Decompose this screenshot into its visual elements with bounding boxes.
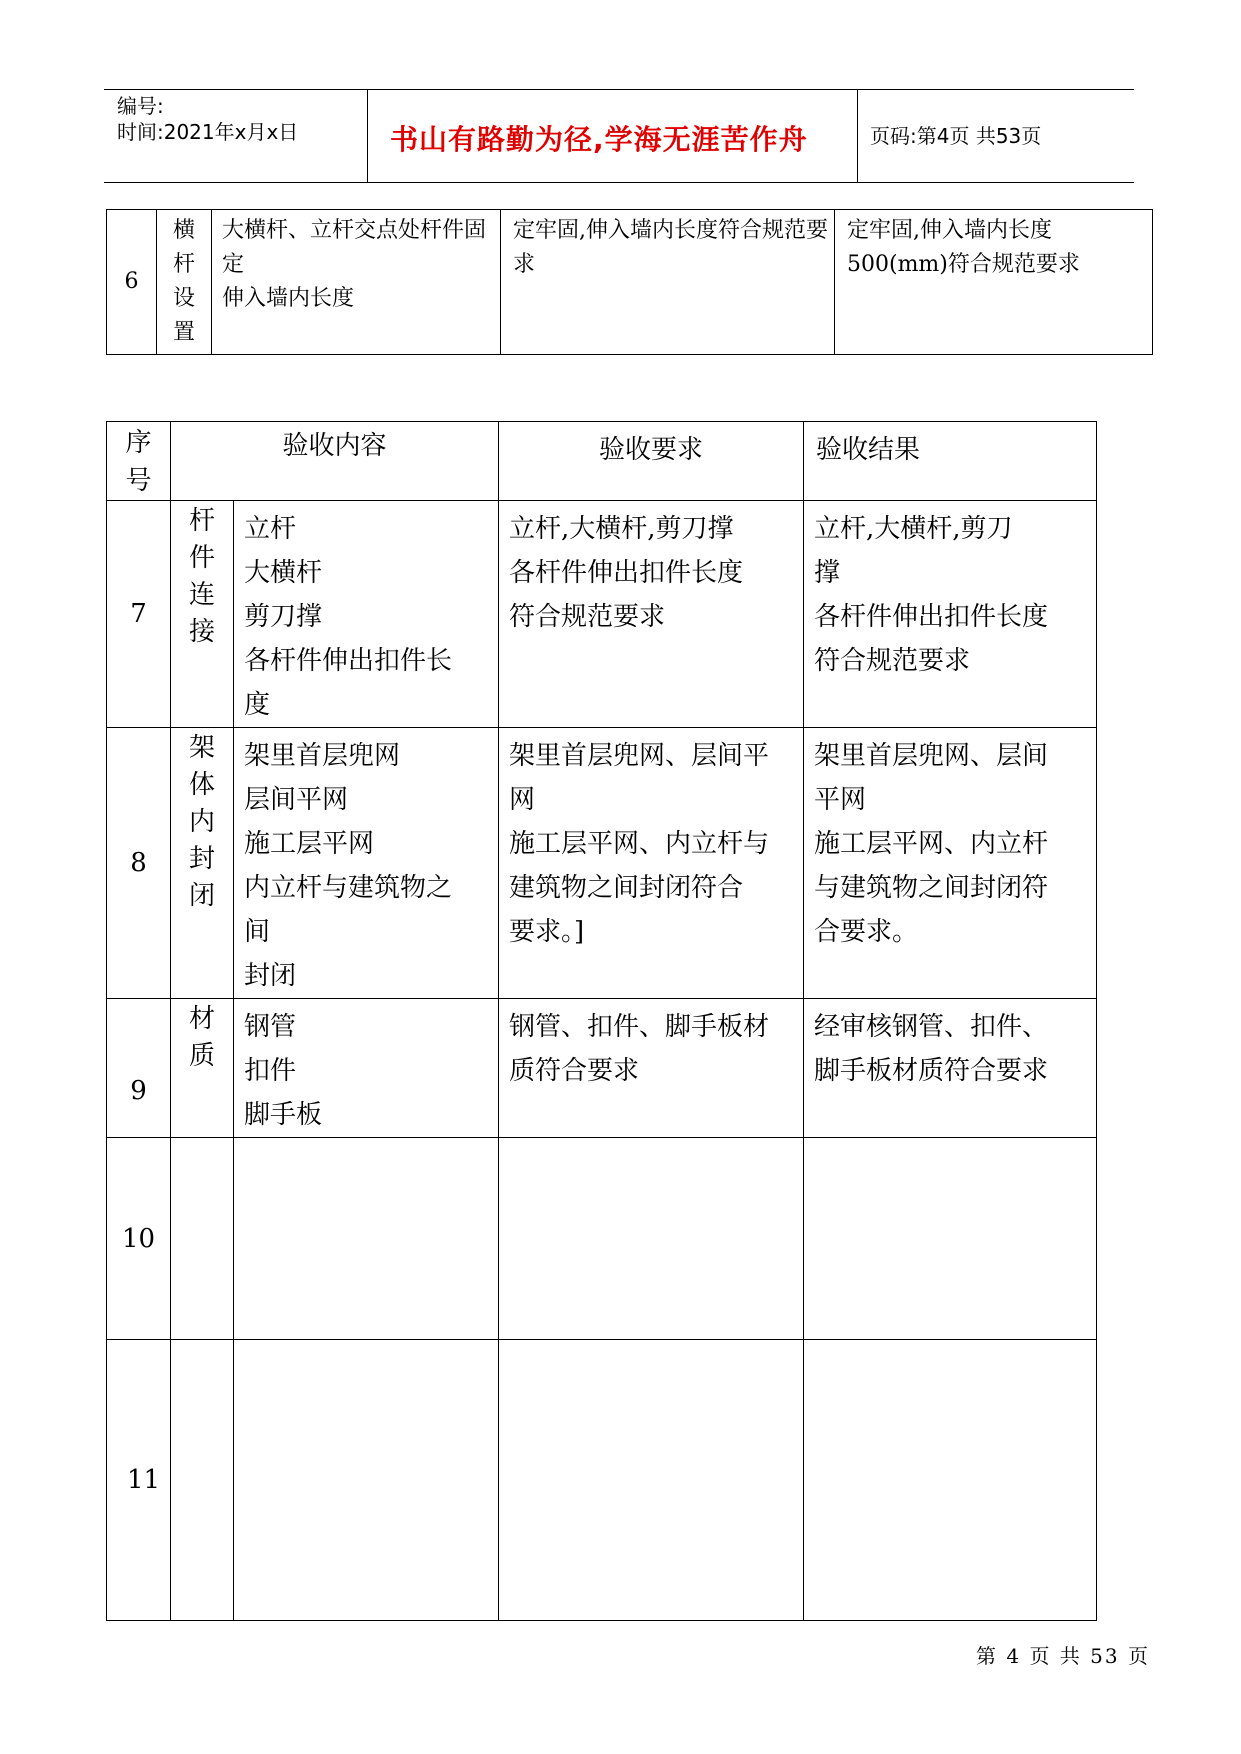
table-row [107,501,1097,728]
row-number: 6 [107,210,157,355]
row-result [804,1340,1097,1621]
header-divider-left [367,89,368,182]
table-row [107,1138,1097,1340]
row-requirement: 架里首层兜网、层间平 网 施工层平网、内立杆与 建筑物之间封闭符合 要求。] [499,728,804,999]
row-number: 11 [107,1340,171,1621]
row-requirement: 立杆,大横杆,剪刀撑 各杆件伸出扣件长度 符合规范要求 [499,501,804,728]
table-row [107,999,1097,1138]
table-top [106,209,1153,355]
row-requirement: 钢管、扣件、脚手板材 质符合要求 [499,999,804,1138]
header-content: 验收内容 [171,422,499,501]
row-content: 钢管 扣件 脚手板 [234,999,499,1138]
header-top-rule [104,89,1134,90]
header-divider-right [857,89,858,182]
table-row [107,210,1153,355]
table-row [107,1340,1097,1621]
row-category: 材 质 [171,999,234,1138]
row-content: 架里首层兜网 层间平网 施工层平网 内立杆与建筑物之 间 封闭 [234,728,499,999]
row-category [171,1138,234,1340]
time-label: 时间:2021年x月x日 [117,120,299,144]
row-content: 立杆 大横杆 剪刀撑 各杆件伸出扣件长 度 [234,501,499,728]
row-category: 杆 件 连 接 [171,501,234,728]
row-result [804,1138,1097,1340]
row-number: 10 [107,1138,171,1340]
row-result: 架里首层兜网、层间 平网 施工层平网、内立杆 与建筑物之间封闭符 合要求。 [804,728,1097,999]
serial-label: 编号: [117,94,164,118]
row-requirement [499,1340,804,1621]
row-category [171,1340,234,1621]
row-number: 9 [107,999,171,1138]
row-result: 经审核钢管、扣件、 脚手板材质符合要求 [804,999,1097,1138]
header-bottom-rule [104,182,1134,183]
header-motto: 书山有路勤为径,学海无涯苦作舟 [390,123,808,156]
row-category: 架 体 内 封 闭 [171,728,234,999]
row-number: 8 [107,728,171,999]
header-no: 序 号 [107,422,171,501]
row-requirement [499,1138,804,1340]
header-result: 验收结果 [804,422,1097,501]
page-footer: 第 4 页 共 53 页 [976,1644,1150,1668]
row-content: 大横杆、立杆交点处杆件固定 伸入墙内长度 [212,210,501,355]
page-indicator: 页码:第4页 共53页 [870,124,1042,148]
header-requirement: 验收要求 [499,422,804,501]
row-result: 定牢固,伸入墙内长度500(mm)符合规范要求 [835,210,1153,355]
row-number: 7 [107,501,171,728]
row-category: 横 杆 设 置 [157,210,212,355]
table-header-row [107,422,1097,501]
row-requirement: 定牢固,伸入墙内长度符合规范要求 [501,210,835,355]
row-content [234,1340,499,1621]
row-content [234,1138,499,1340]
row-result: 立杆,大横杆,剪刀 撑 各杆件伸出扣件长度 符合规范要求 [804,501,1097,728]
table-row [107,728,1097,999]
table-main [106,421,1097,1621]
